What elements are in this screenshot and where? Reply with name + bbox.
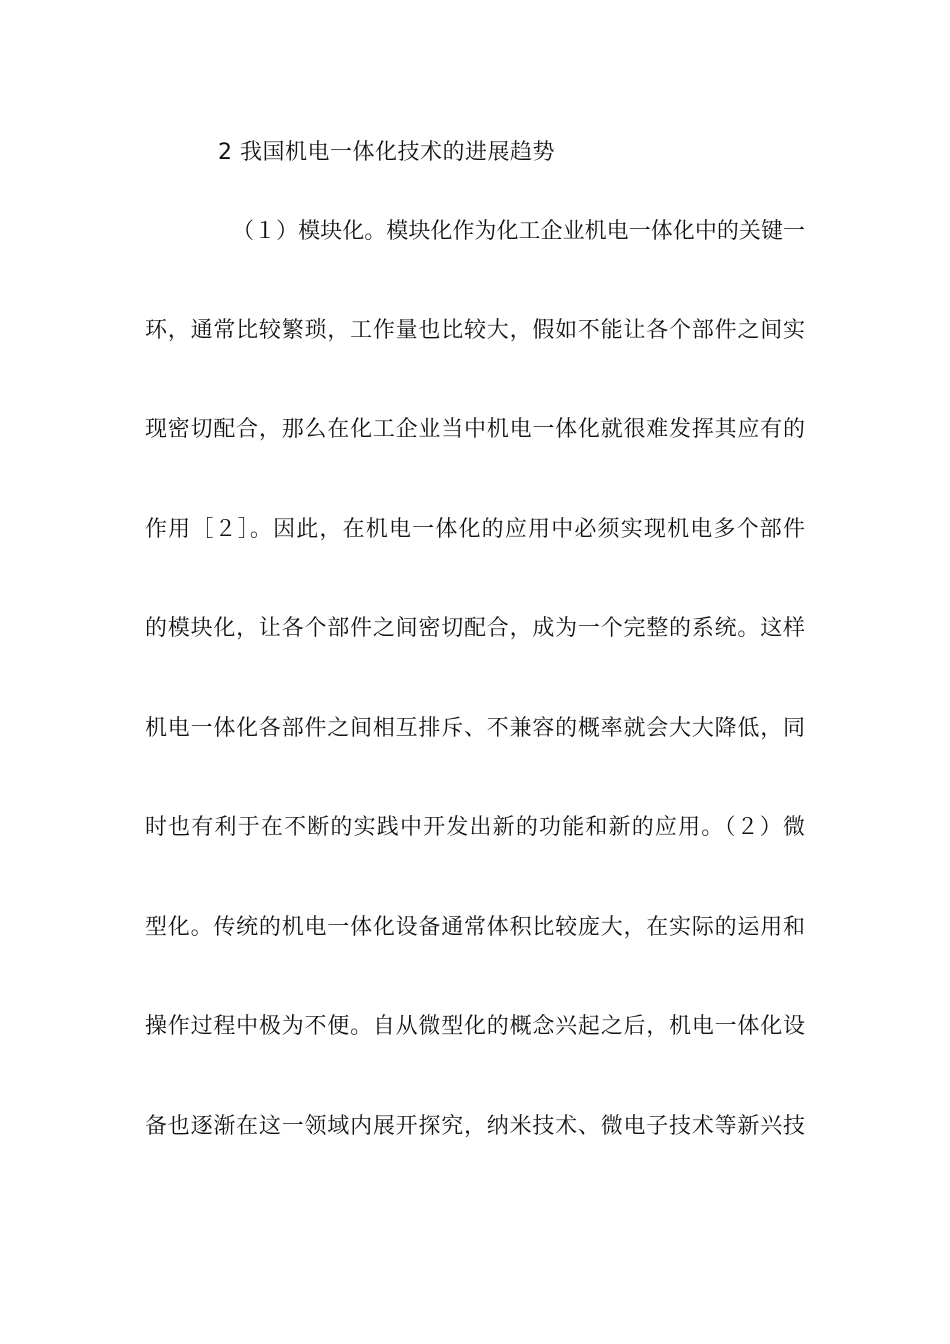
paragraph-line: 备也逐渐在这一领域内展开探究，纳米技术、微电子技术等新兴技 [145, 1114, 805, 1139]
paragraph-line: 作用［２］。因此，在机电一体化的应用中必须实现机电多个部件 [145, 517, 805, 542]
paragraph-line: 环，通常比较繁琐，工作量也比较大，假如不能让各个部件之间实 [145, 318, 805, 343]
paragraph-line: （１）模块化。模块化作为化工企业机电一体化中的关键一 [232, 219, 805, 244]
paragraph-line: 的模块化，让各个部件之间密切配合，成为一个完整的系统。这样 [145, 616, 805, 641]
paragraph-line: 操作过程中极为不便。自从微型化的概念兴起之后，机电一体化设 [145, 1014, 805, 1039]
paragraph-line: 型化。传统的机电一体化设备通常体积比较庞大，在实际的运用和 [145, 915, 805, 940]
section-heading: 2 我国机电一体化技术的进展趋势 [218, 140, 555, 165]
paragraph-line: 时也有利于在不断的实践中开发出新的功能和新的应用。（２）微 [145, 815, 805, 840]
paragraph-line: 现密切配合，那么在化工企业当中机电一体化就很难发挥其应有的 [145, 417, 805, 442]
paragraph-line: 机电一体化各部件之间相互排斥、不兼容的概率就会大大降低，同 [145, 716, 805, 741]
